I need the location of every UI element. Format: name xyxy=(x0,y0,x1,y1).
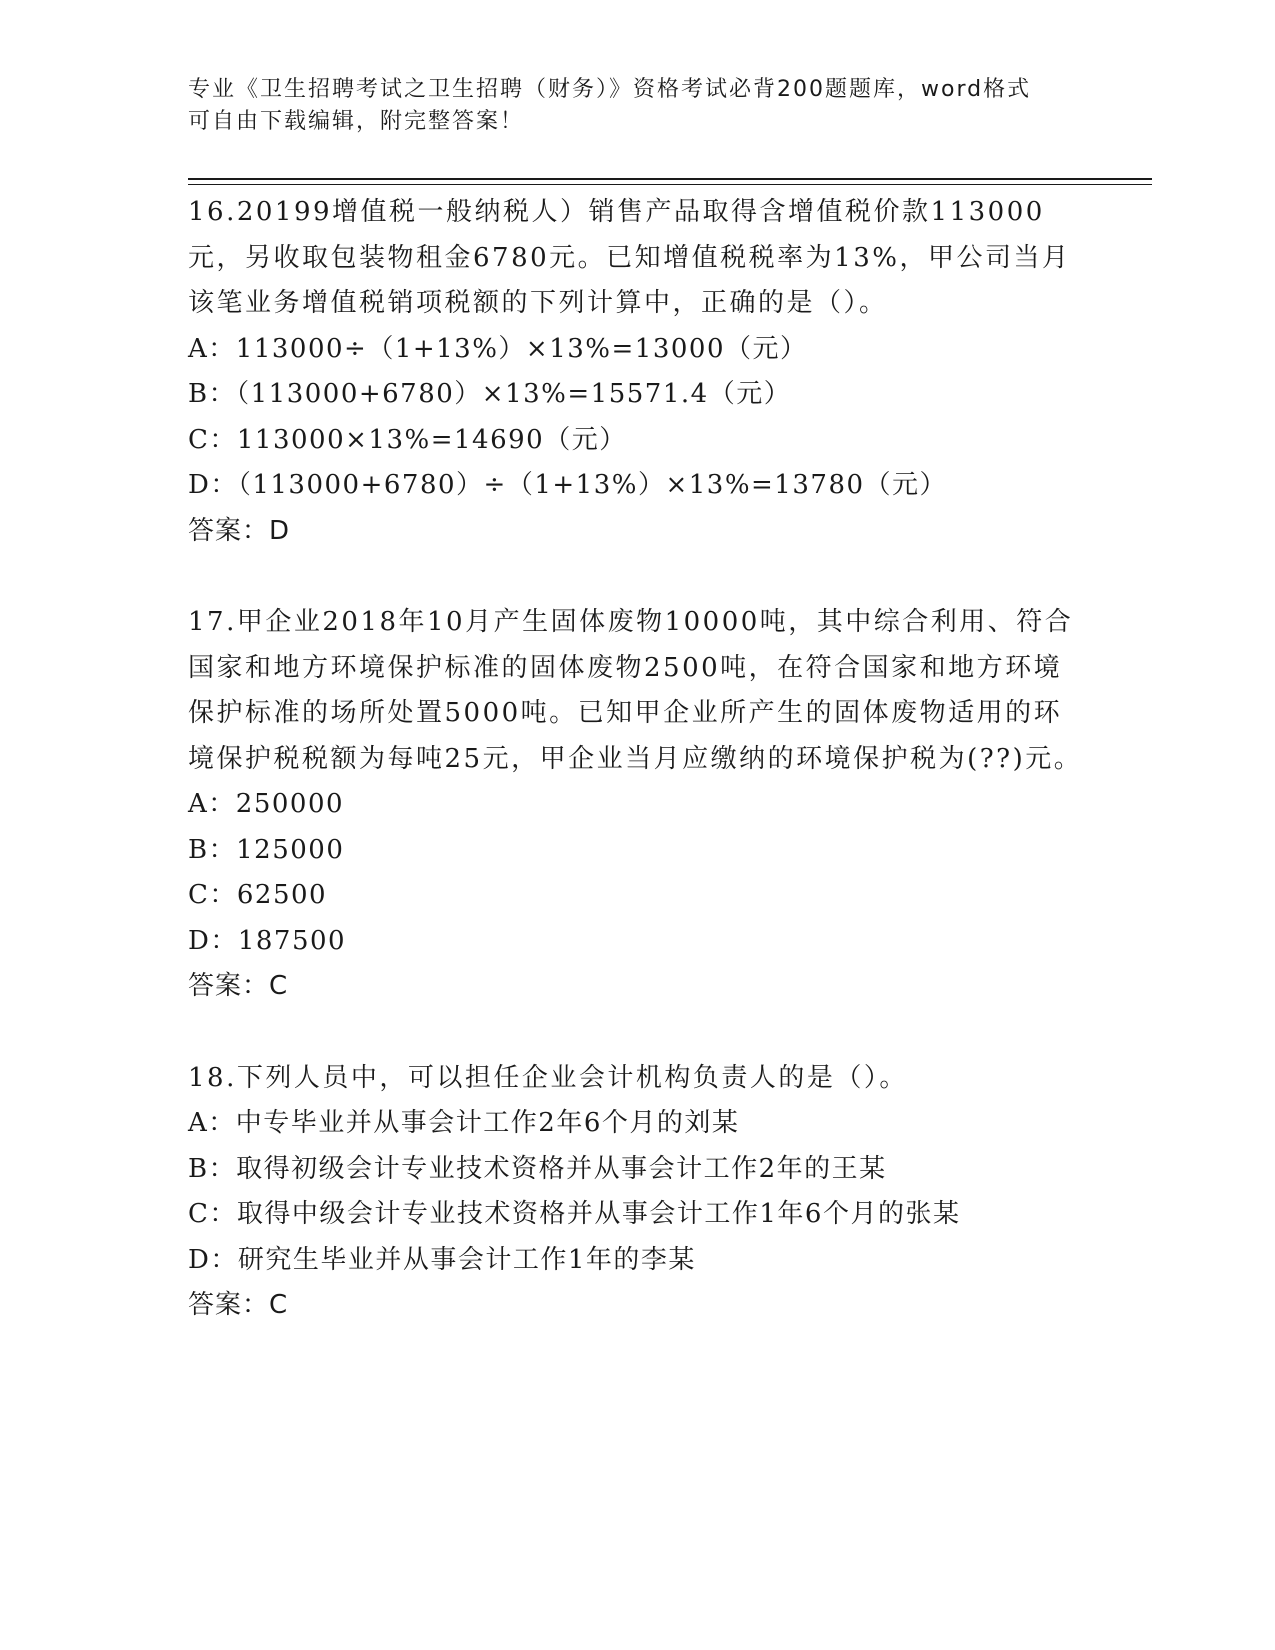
option-b: B：125000 xyxy=(188,834,345,865)
question-stem: 17.甲企业2018年10月产生固体废物10000吨，其中综合利用、符合国家和地方环境保护标准的固体废物2500吨，在符合国家和地方环境保护标准的场所处置5000吨。已知甲企业所产生的固体废物适用的环境保护税税额为每吨25元，甲企业当月应缴纳的环境保护税为(??)元。 xyxy=(188,607,1083,774)
option-a: A：250000 xyxy=(188,789,345,819)
option-c: C：62500 xyxy=(188,880,328,910)
option-d: D：研究生毕业并从事会计工作1年的李某 xyxy=(188,1244,696,1275)
question-17 xyxy=(188,600,1088,1010)
option-b: B：（113000+6780）×13%=15571.4（元） xyxy=(188,379,792,409)
document-header xyxy=(188,74,1068,138)
option-d: D：（113000+6780）÷（1+13%）×13%=13780（元） xyxy=(188,470,948,500)
option-a: A：中专毕业并从事会计工作2年6个月的刘某 xyxy=(188,1108,740,1138)
header-rule-thick xyxy=(188,178,1152,180)
answer-line: 答案：C xyxy=(188,971,289,1001)
option-a: A：113000÷（1+13%）×13%=13000（元） xyxy=(188,333,808,364)
answer-line: 答案：D xyxy=(188,515,291,546)
header-line-2: 可自由下载编辑，附完整答案！ xyxy=(188,109,525,134)
option-d: D：187500 xyxy=(188,925,347,956)
question-16 xyxy=(188,190,1088,554)
question-stem: 16.20199增值税一般纳税人）销售产品取得含增值税价款113000元，另收取包装物租金6780元。已知增值税税率为13%，甲公司当月该笔业务增值税销项税额的下列计算中，正确的是（）。 xyxy=(188,197,1071,318)
answer-line: 答案：C xyxy=(188,1290,289,1320)
option-c: C：113000×13%=14690（元） xyxy=(188,424,627,455)
question-stem: 18.下列人员中，可以担任企业会计机构负责人的是（）。 xyxy=(188,1062,908,1093)
option-c: C：取得中级会计专业技术资格并从事会计工作1年6个月的张某 xyxy=(188,1199,961,1229)
option-b: B：取得初级会计专业技术资格并从事会计工作2年的王某 xyxy=(188,1153,887,1184)
question-list xyxy=(188,190,1088,1375)
header-rule-thin xyxy=(188,184,1152,185)
question-18 xyxy=(188,1056,1088,1329)
header-line-1: 专业《卫生招聘考试之卫生招聘（财务）》资格考试必背200题题库，word格式 xyxy=(188,77,1032,102)
